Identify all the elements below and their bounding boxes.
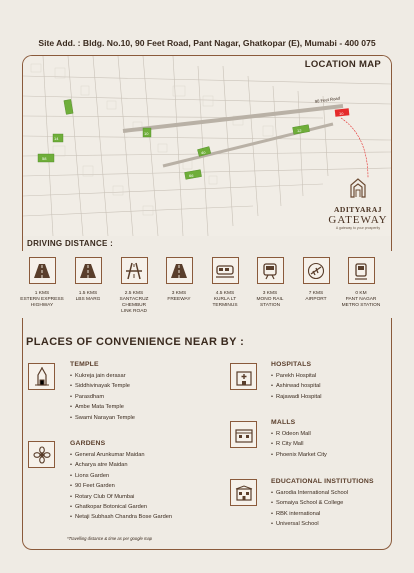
drive-distance: 3 KMS	[171, 291, 187, 296]
malls-section	[271, 419, 327, 460]
plot-label: 58	[42, 156, 47, 161]
drive-label: SANTACRUZ	[119, 297, 149, 302]
drive-label: KURLA LT	[213, 297, 237, 302]
brand-name-bottom: GATEWAY	[328, 214, 388, 226]
brand-tagline: A gateway to your prosperity	[335, 226, 381, 230]
plot-label: 66	[189, 173, 194, 178]
list-item: • Siddhivinayak Temple	[70, 381, 135, 391]
driving-distance-title: DRIVING DISTANCE :	[27, 239, 114, 248]
drive-label: HIGHWAY	[30, 303, 54, 308]
list-item: • Swami Narayan Temple	[70, 413, 135, 423]
plot-label: 14	[54, 136, 59, 141]
gardens-heading: GARDENS	[70, 440, 106, 447]
education-section	[271, 478, 374, 530]
drive-label: TERMINUS	[212, 303, 238, 308]
drive-distance: 3 KMS	[262, 291, 278, 296]
link-road-icon	[121, 257, 148, 284]
travel-note: *Travelling distance & time as per google map	[67, 536, 153, 541]
drive-item	[339, 257, 383, 309]
education-heading: EDUCATIONAL INSTITUTIONS	[271, 478, 374, 485]
drive-label: LBS MARG	[75, 297, 101, 302]
plot-label: 10	[339, 111, 344, 116]
list-item: • Parekh Hospital	[271, 371, 322, 381]
list-item: • Lions Garden	[70, 471, 172, 481]
list-item: • R Odeon Mall	[271, 429, 327, 439]
site-address: Site Add. : Bldg. No.10, 90 Feet Road, Pant Nagar, Ghatkopar (E), Mumabi - 400 075	[38, 38, 376, 48]
list-item: • Parasdham	[70, 392, 135, 402]
road-icon	[75, 257, 102, 284]
list-item: • Netaji Subhash Chandra Bose Garden	[70, 512, 172, 522]
drive-item	[112, 257, 156, 315]
drive-distance: 7 KMS	[308, 291, 324, 296]
train-icon	[212, 257, 239, 284]
temple-icon	[28, 363, 55, 390]
plot-label: 10	[144, 131, 149, 136]
drive-label: FREEWAY	[167, 297, 191, 302]
drive-distance: 2.5 KMS	[124, 291, 144, 296]
map-title: LOCATION MAP	[304, 59, 381, 70]
hospital-icon	[230, 363, 257, 390]
drive-item	[294, 257, 338, 303]
drive-label: LINK ROAD	[121, 309, 147, 314]
list-item: • Universal School	[271, 519, 374, 529]
brand-logo	[318, 178, 398, 230]
drive-item	[66, 257, 110, 303]
metro-icon	[348, 257, 375, 284]
temple-section	[70, 361, 135, 423]
hospitals-heading: HOSPITALS	[271, 361, 312, 368]
plot-label: 40	[201, 150, 206, 155]
malls-heading: MALLS	[271, 419, 296, 426]
road-icon	[29, 257, 56, 284]
drive-label: CHEMBUR	[121, 303, 147, 308]
drive-distance: 4.5 KMS	[215, 291, 235, 296]
list-item: • 90 Feet Garden	[70, 481, 172, 491]
convenience-title: PLACES OF CONVENIENCE NEAR BY :	[26, 336, 245, 348]
plot-label: 12	[297, 128, 302, 133]
drive-label: MONO RAIL	[256, 297, 284, 302]
drive-item	[248, 257, 292, 309]
list-item: • Kukreja jain derasar	[70, 371, 135, 381]
list-item: • Ashirwad hospital	[271, 381, 322, 391]
brand-name-top: ADITYARAJ	[334, 205, 382, 214]
gateway-logo-icon	[345, 178, 371, 198]
drive-label: STATION	[259, 303, 281, 308]
list-item: • Acharya atre Maidan	[70, 460, 172, 470]
school-icon	[230, 479, 257, 506]
list-item: • Ambe Mata Temple	[70, 402, 135, 412]
list-item: • Somaiya School & College	[271, 498, 374, 508]
drive-label: METRO STATION	[341, 303, 381, 308]
list-item: • R City Mall	[271, 439, 327, 449]
drive-label: ESTERN EXPRESS	[20, 297, 64, 302]
main-road	[123, 106, 343, 131]
drive-item	[20, 257, 64, 309]
hospitals-section	[271, 361, 322, 402]
drive-distance: 1 KMS	[34, 291, 50, 296]
drive-item	[203, 257, 247, 309]
flower-icon	[28, 441, 55, 468]
drive-label: PANT NAGAR	[345, 297, 377, 302]
list-item: • RBK international	[271, 509, 374, 519]
mall-icon	[230, 421, 257, 448]
list-item: • Phoenix Market City	[271, 450, 327, 460]
temple-heading: TEMPLE	[70, 361, 99, 368]
list-item: • Rotary Club Of Mumbai	[70, 492, 172, 502]
road-label: 90 Feet Road	[314, 95, 341, 104]
list-item: • Rajawadi Hospital	[271, 392, 322, 402]
list-item: • Ghatkopar Botonical Garden	[70, 502, 172, 512]
drive-label: AIRPORT	[305, 297, 327, 302]
list-item: • Garodia International School	[271, 488, 374, 498]
drive-distance: 1.5 KMS	[78, 291, 98, 296]
gardens-section	[70, 440, 172, 523]
list-item: • General Arunkumar Maidan	[70, 450, 172, 460]
drive-distance: 0 KM	[355, 291, 367, 296]
road-icon	[166, 257, 193, 284]
monorail-icon	[257, 257, 284, 284]
drive-item	[157, 257, 201, 303]
airport-icon	[303, 257, 330, 284]
